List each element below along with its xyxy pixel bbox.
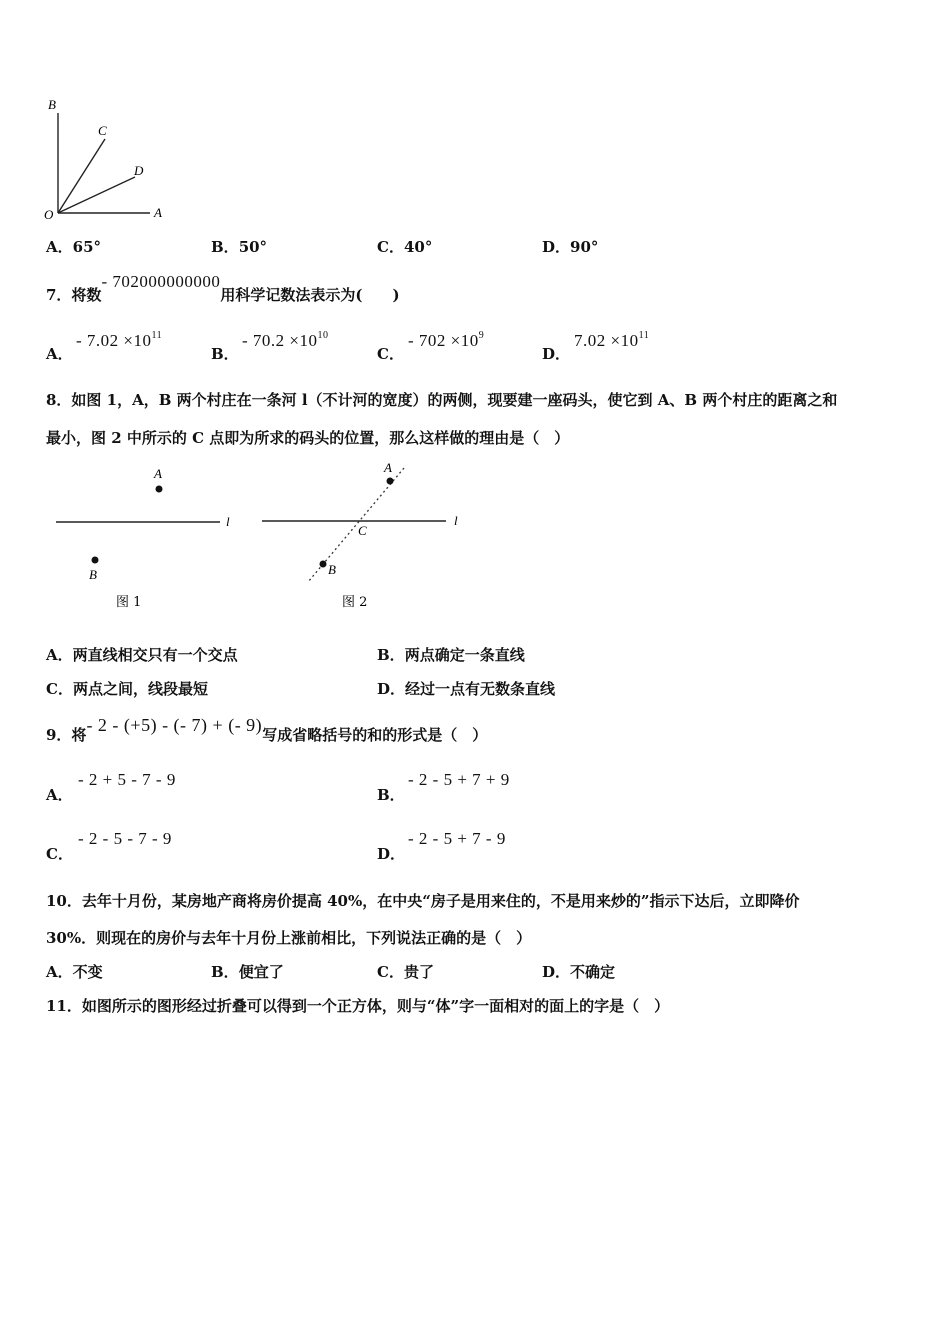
q6-option-a[interactable]: A．65°: [46, 238, 102, 256]
fig2-point-b: [320, 561, 327, 568]
q9-suffix: 写成省略括号的和的形式是（ ）: [262, 726, 488, 744]
q7-option-c-value: - $702 \times 10^9$: [408, 330, 485, 350]
q10-stem-line1: 10．去年十月份，某房地产商将房价提高 40%，在中央“房子是用来住的，不是用来炒的”指示下达后，立即降价: [46, 892, 800, 910]
fig2-label-b: B: [328, 562, 336, 577]
q8-option-c[interactable]: C．两点之间，线段最短: [46, 680, 208, 698]
q7-option-c-letter[interactable]: C．: [377, 345, 404, 363]
fig2-caption: 图 2: [342, 595, 368, 610]
q9-stem: [46, 715, 488, 745]
q9-option-d-letter[interactable]: D．: [377, 845, 406, 863]
q9-prefix: 9．将: [46, 726, 87, 744]
q8-option-b[interactable]: B．两点确定一条直线: [377, 646, 525, 664]
fig2-point-a: [387, 478, 394, 485]
q7-option-d-letter[interactable]: D．: [542, 345, 571, 363]
q10-option-b[interactable]: B．便宜了: [211, 963, 284, 981]
q8-option-d[interactable]: D．经过一点有无数条直线: [377, 680, 556, 698]
fig1-label-b: B: [89, 567, 97, 582]
q7-option-b-value: - $70.2 \times 10^{10}$: [242, 330, 329, 350]
q9-option-b-expr: - 2 - 5 + 7 + 9: [408, 770, 510, 789]
q10-option-d[interactable]: D．不确定: [542, 963, 616, 981]
q10-option-a[interactable]: A．不变: [46, 963, 103, 981]
label-D: D: [134, 163, 144, 178]
q9-option-a-letter[interactable]: A．: [46, 786, 73, 804]
q9-option-b-letter[interactable]: B．: [377, 786, 405, 804]
q8-stem-line2: 最小，图 2 中所示的 C 点即为所求的码头的位置，那么这样做的理由是（ ）: [46, 429, 570, 447]
q10-stem-line2: 30%．则现在的房价与去年十月份上涨前相比，下列说法正确的是（ ）: [46, 929, 532, 947]
fig2-label-a: A: [384, 460, 392, 475]
q11-stem: 11．如图所示的图形经过折叠可以得到一个正方体，则与“体”字一面相对的面上的字是（ ）: [46, 997, 670, 1015]
fig1-caption: 图 1: [116, 595, 142, 610]
q9-option-c-letter[interactable]: C．: [46, 845, 73, 863]
q7-option-a-letter[interactable]: A．: [46, 345, 73, 363]
q9-option-c-expr: - 2 - 5 - 7 - 9: [78, 829, 172, 848]
q6-option-d[interactable]: D．90°: [542, 238, 599, 256]
q7-suffix: 用科学记数法表示为( ): [220, 286, 400, 304]
q9-option-a-expr: - 2 + 5 - 7 - 9: [78, 770, 176, 789]
q9-expression: - 2 - (+5) - (- 7) + (- 9): [86, 715, 263, 735]
q8-option-a[interactable]: A．两直线相交只有一个交点: [46, 646, 238, 664]
fig1-label-a: A: [154, 466, 162, 481]
q9-option-d-expr: - 2 - 5 + 7 - 9: [408, 829, 506, 848]
label-C: C: [98, 123, 107, 138]
q7-option-b-letter[interactable]: B．: [211, 345, 239, 363]
fig2-label-l: l: [454, 513, 458, 528]
q7-number: - 702000000000: [101, 272, 221, 291]
label-A: A: [154, 205, 162, 220]
q7-prefix: 7．将数: [46, 286, 102, 304]
label-B: B: [48, 97, 56, 112]
q7-option-d-value: $7.02 \times 10^{11}$: [574, 330, 650, 350]
fig1-point-b: [92, 557, 99, 564]
fig1-label-l: l: [226, 514, 230, 529]
fig1-point-a: [156, 486, 163, 493]
q7-option-a-value: - $7.02 \times 10^{11}$: [76, 330, 163, 350]
q6-option-c[interactable]: C．40°: [377, 238, 433, 256]
fig2-label-c: C: [358, 523, 367, 538]
q7-stem: [46, 272, 400, 305]
q6-option-b[interactable]: B．50°: [211, 238, 268, 256]
q8-stem-line1: 8．如图 1，A，B 两个村庄在一条河 l（不计河的宽度）的两侧，现要建一座码头，使它到 A、B 两个村庄的距离之和: [46, 391, 838, 409]
label-O: O: [44, 207, 54, 222]
angle-figure: [40, 95, 180, 225]
q10-option-c[interactable]: C．贵了: [377, 963, 434, 981]
river-figure: [50, 458, 470, 618]
